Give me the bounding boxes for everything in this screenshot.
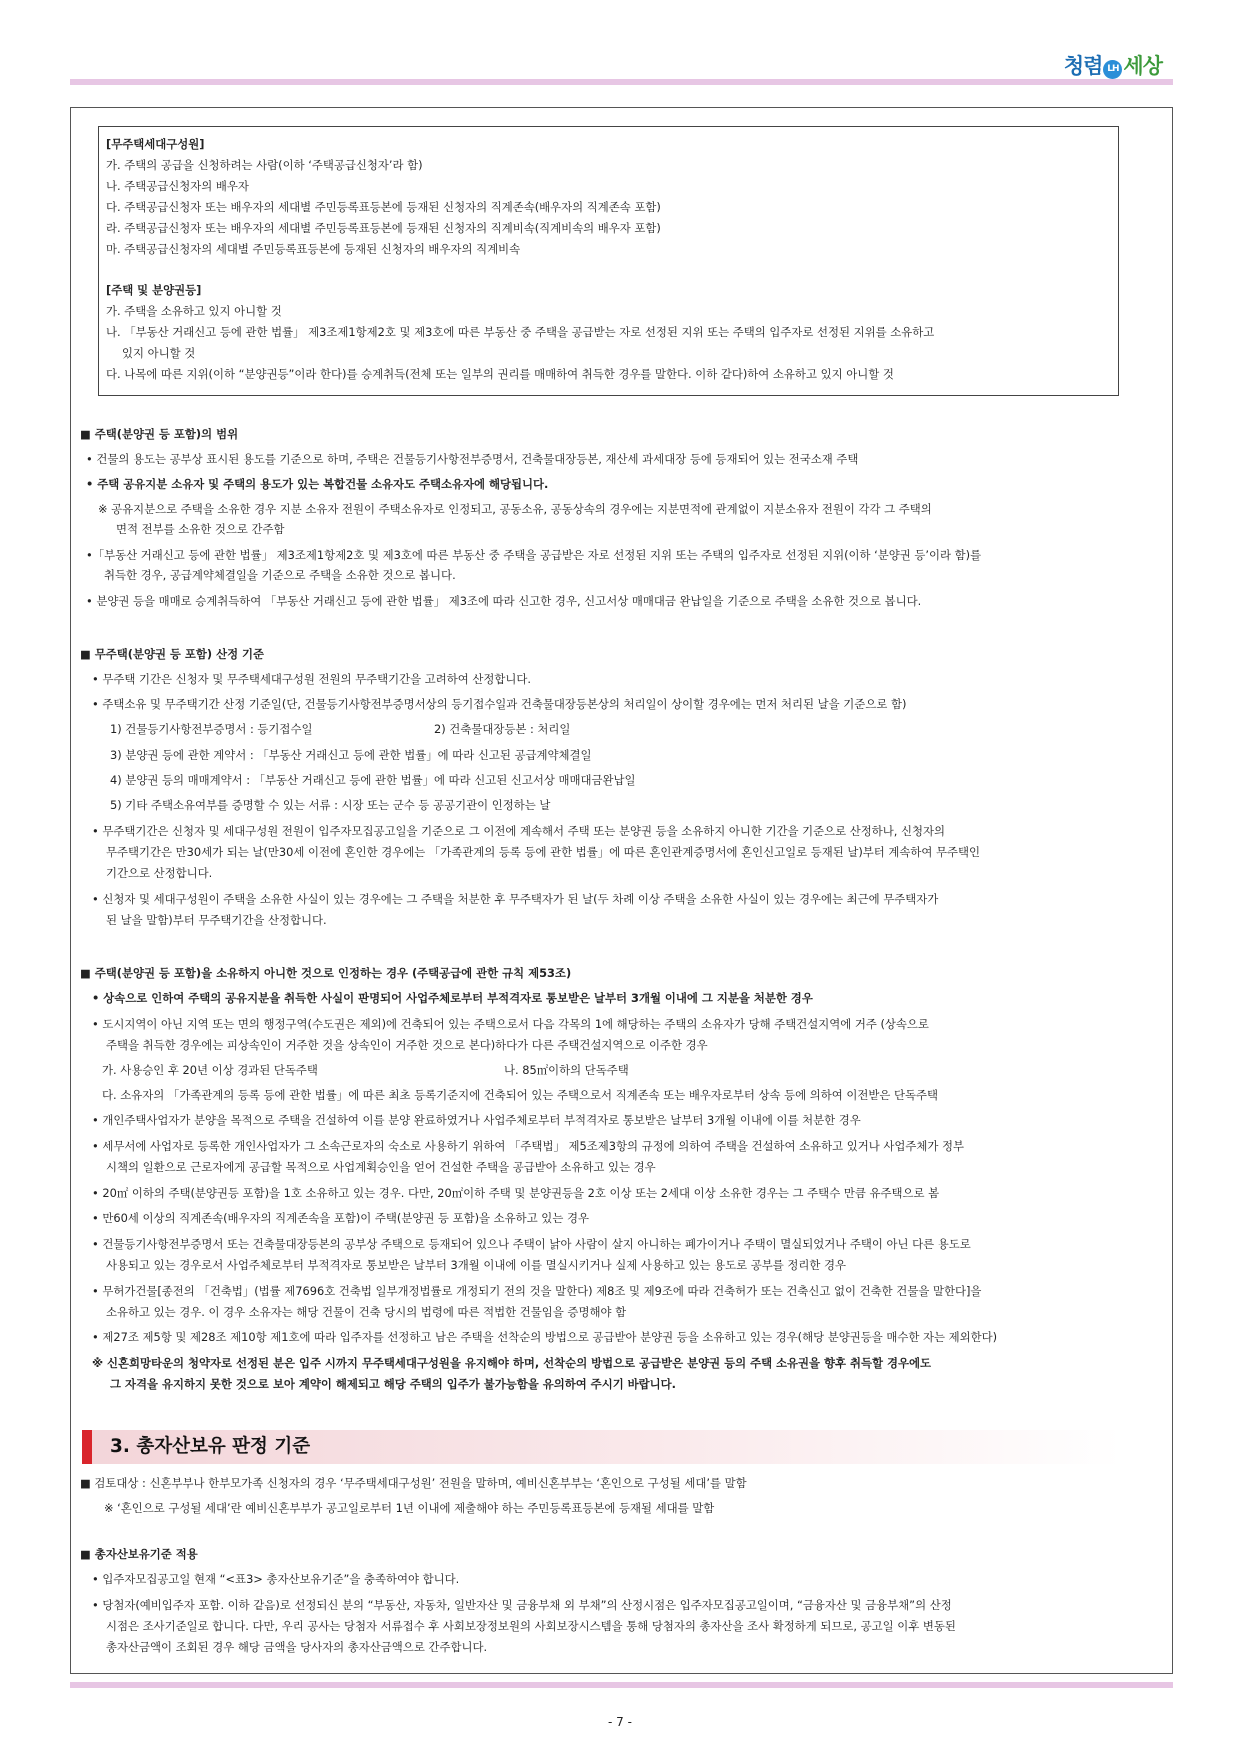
bullet-item: 기간으로 산정합니다. — [106, 866, 213, 880]
box-line: 라. 주택공급신청자 또는 배우자의 세대별 주민등록표등본에 등재된 신청자의 직계비속(직계비속의 배우자 포함) — [106, 221, 661, 235]
criteria-item: 1) 건물등기사항전부증명서 : 등기접수일 — [110, 722, 313, 736]
bullet-item: • 제27조 제5항 및 제28조 제10항 제1호에 따라 입주자를 선정하고 남은 주택을 선착순의 방법으로 공급받아 분양권 등을 소유하고 있는 경우(해당 분양권등을 매수한 자는 제외한다) — [92, 1330, 998, 1344]
header-divider — [70, 79, 1173, 85]
bullet-item: • 분양권 등을 매매로 승계취득하여 「부동산 거래신고 등에 관한 법률」 제3조에 따라 신고한 경우, 신고서상 매매대금 완납일을 기준으로 주택을 소유한 것으로 봅니다. — [86, 594, 922, 608]
bullet-item: • 당첨자(예비입주자 포함. 이하 같음)로 선정되신 분의 “부동산, 자동차, 일반자산 및 금융부채 외 부채”의 산정시점은 입주자모집공고일이며, “금융자산 및 금융부채”의 산정 — [92, 1598, 952, 1612]
logo-text-right: 세상 — [1123, 54, 1162, 78]
sub-item: 다. 소유자의 「가족관계의 등록 등에 관한 법률」에 따른 최초 등록기준지에 건축되어 있는 주택으로서 직계존속 또는 배우자로부터 상속 등에 의하여 이전받은 단독주택 — [102, 1088, 939, 1102]
section-heading: ■ 무주택(분양권 등 포함) 산정 기준 — [80, 647, 265, 661]
section-heading: ■ 총자산보유기준 적용 — [80, 1547, 198, 1561]
sub-item: 나. 85㎡이하의 단독주택 — [504, 1063, 629, 1077]
bullet-item: 사용되고 있는 경우로서 사업주체로부터 부적격자로 통보받은 날부터 3개월 이내에 이를 멸실시키거나 실제 사용하고 있는 용도로 공부를 정리한 경우 — [106, 1258, 847, 1272]
box-line: 있지 아니할 것 — [122, 346, 196, 360]
bullet-item: 무주택기간은 만30세가 되는 날(만30세 이전에 혼인한 경우에는 「가족관계의 등록 등에 관한 법률」에 따른 혼인관계증명서에 혼인신고일로 등재된 날)부터 계속하여 무주택인 — [106, 845, 981, 859]
bullet-item: 시점은 조사기준일로 합니다. 다만, 우리 공사는 당첨자 서류접수 후 사회보장정보원의 사회보장시스템을 통해 당첨자의 총자산을 조사 확정하게 되므로, 공고일 이후 변동된 — [106, 1619, 956, 1633]
bullet-item: 주택을 취득한 경우에는 피상속인이 거주한 것을 상속인이 거주한 것으로 본다)하다가 다른 주택건설지역으로 이주한 경우 — [106, 1038, 708, 1052]
section-heading: ■ 주택(분양권 등 포함)의 범위 — [80, 427, 239, 441]
logo-emblem-icon: LH — [1103, 60, 1122, 79]
section-marker — [82, 1430, 92, 1464]
criteria-item: 5) 기타 주택소유여부를 증명할 수 있는 서류 : 시장 또는 군수 등 공공기관이 인정하는 날 — [110, 798, 551, 812]
bullet-item: • 만60세 이상의 직계존속(배우자의 직계존속을 포함)이 주택(분양권 등 포함)을 소유하고 있는 경우 — [92, 1211, 589, 1225]
criteria-item: 2) 건축물대장등본 : 처리일 — [434, 722, 571, 736]
bullet-item: • 무주택 기간은 신청자 및 무주택세대구성원 전원의 무주택기간을 고려하여 산정합니다. — [92, 672, 532, 686]
bullet-item: 소유하고 있는 경우. 이 경우 소유자는 해당 건물이 건축 당시의 법령에 따른 적법한 건물임을 증명해야 함 — [106, 1305, 627, 1319]
box-line: 다. 나목에 따른 지위(이하 “분양권등”이라 한다)를 승계취득(전체 또는 일부의 권리를 매매하여 취득한 경우를 말한다. 이하 같다)하여 소유하고 있지 아니할 것 — [106, 367, 894, 381]
note-item: ※ 공유지분으로 주택을 소유한 경우 지분 소유자 전원이 주택소유자로 인정되고, 공동소유, 공동상속의 경우에는 지분면적에 관계없이 지분소유자 전원이 각각 그 주택의 — [98, 502, 932, 516]
box-line: 가. 주택을 소유하고 있지 아니할 것 — [106, 304, 282, 318]
page-number: - 7 - — [608, 1715, 632, 1729]
bullet-item: • 무허가건물[종전의 「건축법」(법률 제7696호 건축법 일부개정법률로 개정되기 전의 것을 말한다) 제8조 및 제9조에 따라 건축허가 또는 건축신고 없이 건축한 건물을 말한다]을 — [92, 1284, 982, 1298]
bullet-item: • 입주자모집공고일 현재 “<표3> 총자산보유기준”을 충족하여야 합니다. — [92, 1572, 460, 1586]
bullet-item: 시책의 일환으로 근로자에게 공급할 목적으로 사업계획승인을 얻어 건설한 주택을 공급받아 소유하고 있는 경우 — [106, 1160, 656, 1174]
box-line: 가. 주택의 공급을 신청하려는 사람(이하 ‘주택공급신청자’라 함) — [106, 158, 423, 172]
criteria-item: 4) 분양권 등의 매매계약서 : 「부동산 거래신고 등에 관한 법률」에 따라 신고된 신고서상 매매대금완납일 — [110, 773, 636, 787]
box-line: 나. 주택공급신청자의 배우자 — [106, 179, 249, 193]
bullet-item: • 무주택기간은 신청자 및 세대구성원 전원이 입주자모집공고일을 기준으로 그 이전에 계속해서 주택 또는 분양권 등을 소유하지 아니한 기간을 기준으로 산정하나, 신청자의 — [92, 824, 945, 838]
bullet-item: •「부동산 거래신고 등에 관한 법률」 제3조제1항제2호 및 제3호에 따른 부동산 중 주택을 공급받은 자로 선정된 지위 또는 주택의 입주자로 선정된 지위(이하 ‘분양권 등’이라 함)를 — [86, 548, 982, 562]
bullet-item: • 건물의 용도는 공부상 표시된 용도를 기준으로 하며, 주택은 건물등기사항전부증명서, 건축물대장등본, 재산세 과세대장 등에 등재되어 있는 전국소재 주택 — [86, 452, 859, 466]
box-line: 마. 주택공급신청자의 세대별 주민등록표등본에 등재된 신청자의 배우자의 직계비속 — [106, 242, 521, 256]
warning-note: ※ 신혼희망타운의 청약자로 선정된 분은 입주 시까지 무주택세대구성원을 유지해야 하며, 선착순의 방법으로 공급받은 분양권 등의 주택 소유권을 향후 취득할 경우에도 — [92, 1356, 931, 1370]
warning-note: 그 자격을 유지하지 못한 것으로 보아 계약이 해제되고 해당 주택의 입주가 불가능함을 유의하여 주시기 바랍니다. — [110, 1377, 677, 1391]
logo — [1064, 50, 1162, 80]
bullet-item: • 신청자 및 세대구성원이 주택을 소유한 사실이 있는 경우에는 그 주택을 처분한 후 무주택자가 된 날(두 차례 이상 주택을 소유한 사실이 있는 경우에는 최근에 무주택자가 — [92, 892, 939, 906]
bullet-item: • 개인주택사업자가 분양을 목적으로 주택을 건설하여 이를 분양 완료하였거나 사업주체로부터 부적격자로 통보받은 날부터 3개월 이내에 이를 처분한 경우 — [92, 1113, 861, 1127]
criteria-item: 3) 분양권 등에 관한 계약서 : 「부동산 거래신고 등에 관한 법률」에 따라 신고된 공급계약체결일 — [110, 748, 592, 762]
footer-divider — [70, 1682, 1173, 1688]
box-heading-housing: [주택 및 분양권등] — [106, 283, 202, 297]
bullet-item: 된 날을 말함)부터 무주택기간을 산정합니다. — [106, 913, 327, 927]
bullet-item: • 세무서에 사업자로 등록한 개인사업자가 그 소속근로자의 숙소로 사용하기 위하여 「주택법」 제5조제3항의 규정에 의하여 주택을 건설하여 소유하고 있거나 사업주체가 정부 — [92, 1139, 965, 1153]
section-heading: ■ 주택(분양권 등 포함)을 소유하지 아니한 것으로 인정하는 경우 (주택공급에 관한 규칙 제53조) — [80, 966, 572, 980]
section-3-title: 3. 총자산보유 판정 기준 — [110, 1436, 311, 1457]
bullet-item: • 건물등기사항전부증명서 또는 건축물대장등본의 공부상 주택으로 등재되어 있으나 주택이 낡아 사람이 살지 아니하는 폐가이거나 주택이 멸실되었거나 주택이 아닌 다른 용도로 — [92, 1237, 971, 1251]
note-item: 면적 전부를 소유한 것으로 간주함 — [116, 522, 285, 536]
bullet-item: 취득한 경우, 공급계약체결일을 기준으로 주택을 소유한 것으로 봅니다. — [104, 568, 456, 582]
logo-text-left: 청렴 — [1063, 54, 1103, 78]
bullet-item: 총자산금액이 조회된 경우 해당 금액을 당사자의 총자산금액으로 간주합니다. — [106, 1640, 488, 1654]
bullet-item: • 상속으로 인하여 주택의 공유지분을 취득한 사실이 판명되어 사업주체로부터 부적격자로 통보받은 날부터 3개월 이내에 그 지분을 처분한 경우 — [92, 991, 813, 1005]
bullet-item: • 주택 공유지분 소유자 및 주택의 용도가 있는 복합건물 소유자도 주택소유자에 해당됩니다. — [86, 477, 549, 491]
box-heading-household: [무주택세대구성원] — [106, 137, 205, 151]
box-line: 나. 「부동산 거래신고 등에 관한 법률」 제3조제1항제2호 및 제3호에 따른 부동산 중 주택을 공급받는 자로 선정된 지위 또는 주택의 입주자로 선정된 지위를 소유하고 — [106, 325, 935, 339]
sub-item: 가. 사용승인 후 20년 이상 경과된 단독주택 — [102, 1063, 318, 1077]
note-item: ※ ‘혼인으로 구성될 세대’란 예비신혼부부가 공고일로부터 1년 이내에 제출해야 하는 주민등록표등본에 등재될 세대를 말함 — [104, 1501, 715, 1515]
bullet-item: • 20㎡ 이하의 주택(분양권등 포함)을 1호 소유하고 있는 경우. 다만, 20㎡이하 주택 및 분양권등을 2호 이상 또는 2세대 이상 소유한 경우는 그 주택수 만큼 유주택으로 봄 — [92, 1186, 940, 1200]
box-line: 다. 주택공급신청자 또는 배우자의 세대별 주민등록표등본에 등재된 신청자의 직계존속(배우자의 직계존속 포함) — [106, 200, 661, 214]
bullet-item: • 주택소유 및 무주택기간 산정 기준일(단, 건물등기사항전부증명서상의 등기접수일과 건축물대장등본상의 처리일이 상이할 경우에는 먼저 처리된 날을 기준으로 함) — [92, 697, 907, 711]
bullet-item: • 도시지역이 아닌 지역 또는 면의 행정구역(수도권은 제외)에 건축되어 있는 주택으로서 다음 각목의 1에 해당하는 주택의 소유자가 당해 주택건설지역에 거주 (상속으로 — [92, 1017, 929, 1031]
section-heading: ■ 검토대상 : 신혼부부나 한부모가족 신청자의 경우 ‘무주택세대구성원’ 전원을 말하며, 예비신혼부부는 ‘혼인으로 구성될 세대’를 말함 — [80, 1476, 747, 1490]
section-3-header — [82, 1430, 1122, 1464]
